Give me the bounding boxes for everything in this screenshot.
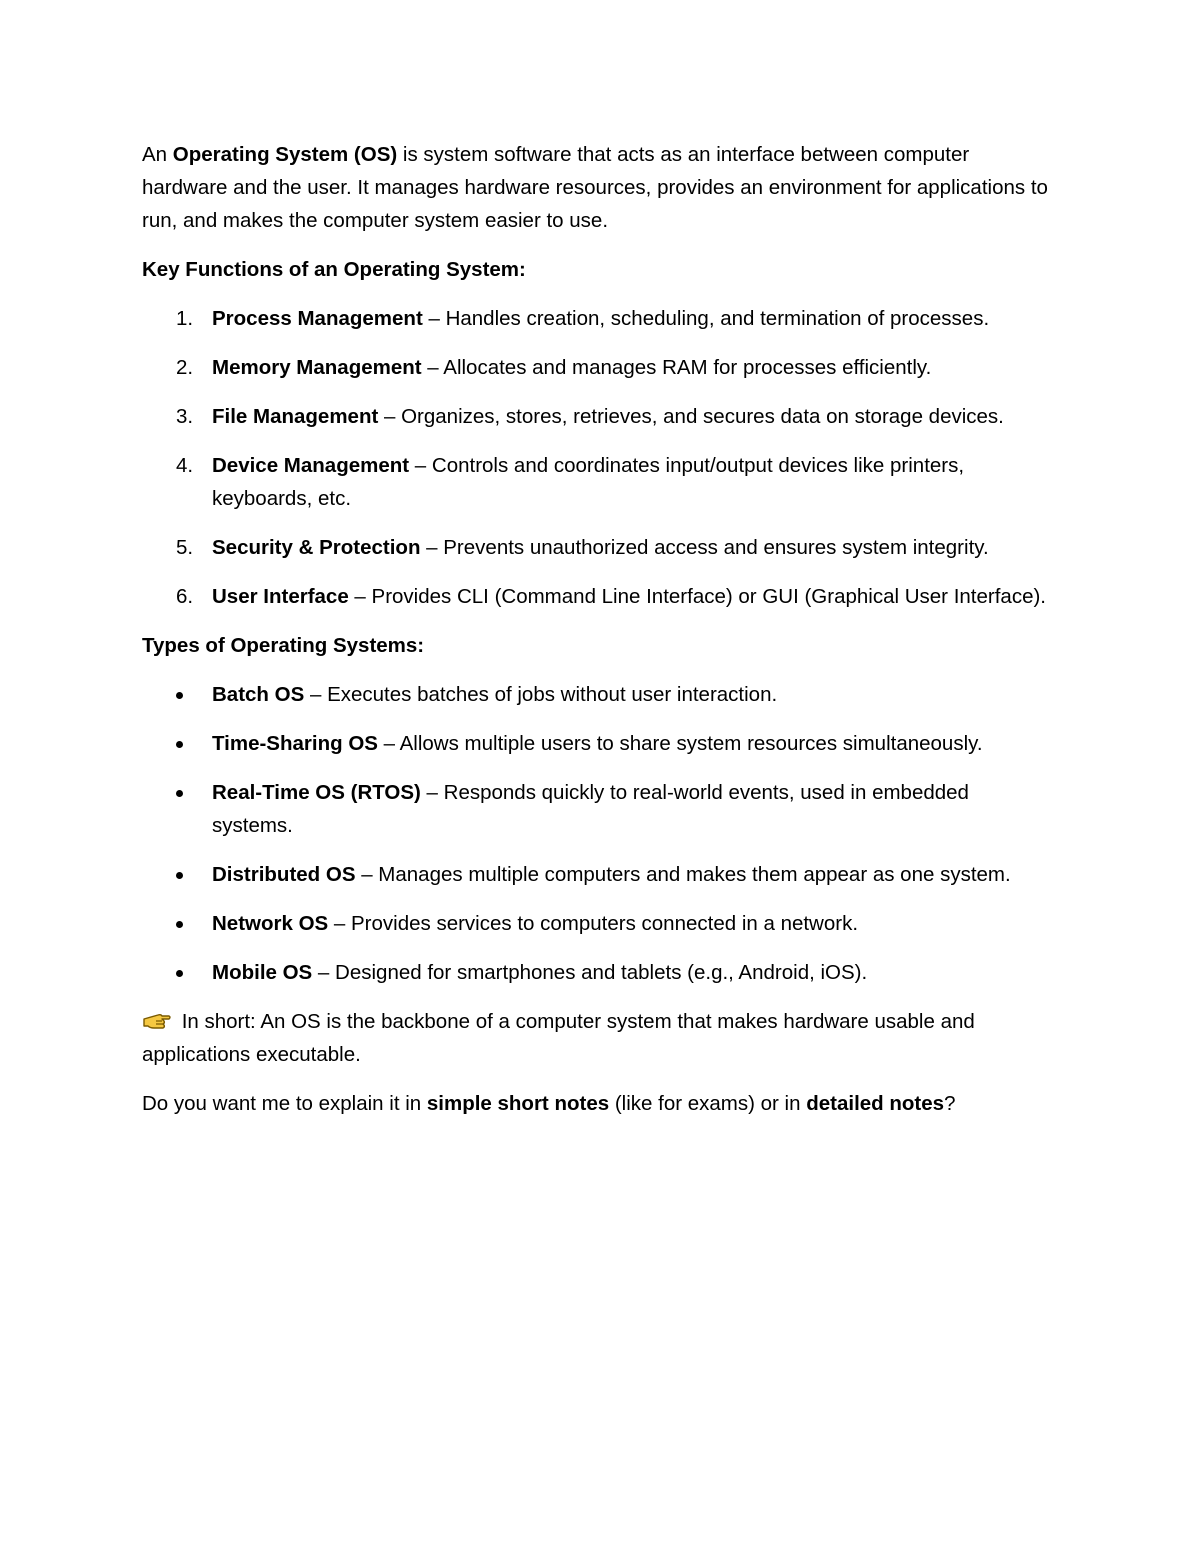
type-term: Time-Sharing OS <box>212 732 378 755</box>
function-desc: – Controls and coordinates input/output devices like printers, keyboards, etc. <box>212 454 965 510</box>
list-marker: 1. <box>176 307 194 330</box>
bullet-icon <box>176 970 183 977</box>
list-item <box>142 531 1052 564</box>
list-marker: 5. <box>176 536 194 559</box>
intro-term: Operating System (OS) <box>172 143 398 166</box>
question-text: Do you want me to explain it in <box>142 1092 427 1115</box>
list-item <box>142 351 1052 384</box>
intro-prefix: An <box>142 143 173 166</box>
function-desc: – Prevents unauthorized access and ensures system integrity. <box>420 536 989 559</box>
list-item <box>142 907 1052 940</box>
function-term: Security & Protection <box>212 536 421 559</box>
intro-paragraph <box>142 138 1052 237</box>
function-term: Device Management <box>212 454 410 477</box>
list-marker: 3. <box>176 405 194 428</box>
list-marker: 6. <box>176 585 194 608</box>
list-item <box>142 302 1052 335</box>
type-desc: – Provides services to computers connected in a network. <box>328 912 859 935</box>
list-item <box>142 580 1052 613</box>
summary-text: In short: An OS is the backbone of a computer system that makes hardware usable and applications executable. <box>142 1010 975 1066</box>
list-marker: 2. <box>176 356 194 379</box>
type-term: Real-Time OS (RTOS) <box>212 781 421 804</box>
type-desc: – Executes batches of jobs without user interaction. <box>304 683 778 706</box>
list-marker: 4. <box>176 454 194 477</box>
type-term: Network OS <box>212 912 329 935</box>
list-item <box>142 727 1052 760</box>
intro-text: is system software that acts as an interface between computer hardware and the user. It manages hardware resources, provides an environment for applications to run, and makes the computer system easier to use. <box>142 143 1048 232</box>
list-item <box>142 449 1052 515</box>
short-notes-option: simple short notes <box>426 1092 610 1115</box>
function-term: User Interface <box>212 585 349 608</box>
list-item <box>142 678 1052 711</box>
function-desc: – Handles creation, scheduling, and termination of processes. <box>422 307 990 330</box>
type-term: Batch OS <box>212 683 305 706</box>
pointing-hand-icon <box>142 1008 172 1030</box>
bullet-icon <box>176 872 183 879</box>
list-item <box>142 956 1052 989</box>
types-heading: Types of Operating Systems: <box>142 634 425 657</box>
document-page <box>142 138 1052 1136</box>
function-term: Memory Management <box>212 356 422 379</box>
types-list <box>142 678 1052 989</box>
type-desc: – Responds quickly to real-world events, used in embedded systems. <box>212 781 969 837</box>
question-text: (like for exams) or in <box>609 1092 807 1115</box>
function-term: File Management <box>212 405 379 428</box>
type-term: Mobile OS <box>212 961 313 984</box>
summary-paragraph <box>142 1005 1052 1071</box>
bullet-icon <box>176 790 183 797</box>
function-term: Process Management <box>212 307 423 330</box>
bullet-icon <box>176 741 183 748</box>
type-desc: – Allows multiple users to share system resources simultaneously. <box>377 732 983 755</box>
bullet-icon <box>176 921 183 928</box>
type-term: Distributed OS <box>212 863 356 886</box>
list-item <box>142 858 1052 891</box>
detailed-notes-option: detailed notes <box>806 1092 945 1115</box>
function-desc: – Organizes, stores, retrieves, and secures data on storage devices. <box>378 405 1004 428</box>
function-desc: – Provides CLI (Command Line Interface) or GUI (Graphical User Interface). <box>348 585 1046 608</box>
question-text: ? <box>944 1092 956 1115</box>
functions-list <box>142 302 1052 613</box>
type-desc: – Manages multiple computers and makes them appear as one system. <box>355 863 1011 886</box>
list-item <box>142 400 1052 433</box>
question-paragraph <box>142 1087 1052 1120</box>
list-item <box>142 776 1052 842</box>
type-desc: – Designed for smartphones and tablets (e.g., Android, iOS). <box>312 961 868 984</box>
function-desc: – Allocates and manages RAM for processes efficiently. <box>421 356 932 379</box>
functions-heading: Key Functions of an Operating System: <box>142 258 526 281</box>
bullet-icon <box>176 692 183 699</box>
